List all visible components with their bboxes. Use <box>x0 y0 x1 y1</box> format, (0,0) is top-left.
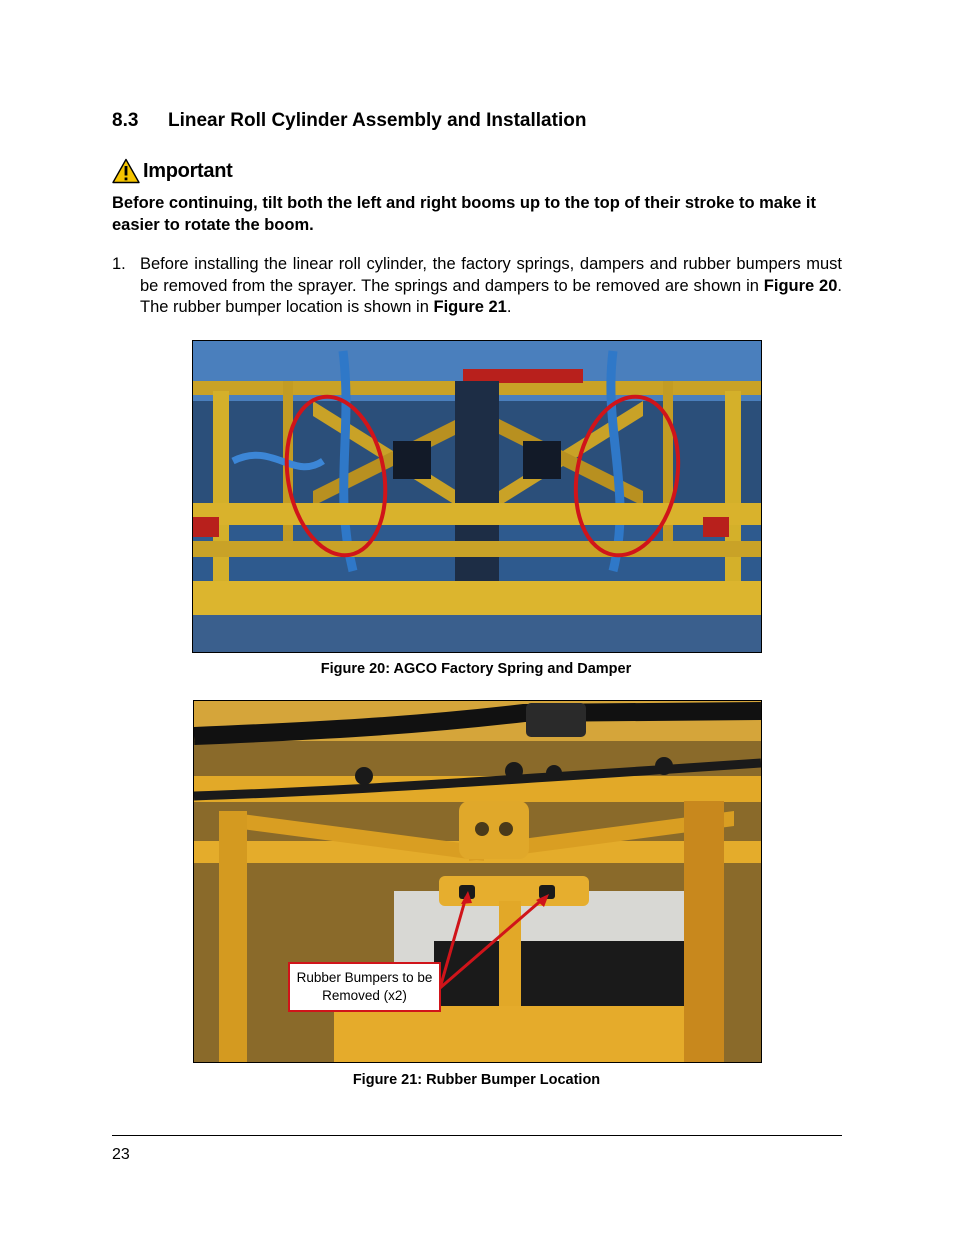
step-text <box>140 254 842 319</box>
figure-caption: Figure 21: Rubber Bumper Location <box>352 1072 601 1088</box>
figure-caption: Figure 20: AGCO Factory Spring and Damper <box>320 661 632 677</box>
step-text-part: . <box>506 298 512 316</box>
figure-20-photo <box>192 340 762 653</box>
page-number: 23 <box>112 1146 130 1163</box>
important-notice <box>112 157 233 185</box>
section-number: 8.3 <box>112 110 139 131</box>
callout-label: Rubber Bumpers to be Removed (x2) <box>288 962 441 1012</box>
warning-triangle-icon <box>112 158 140 184</box>
step-number: 1. <box>112 255 126 273</box>
important-text: Before continuing, tilt both the left and right booms up to the top of their stroke to make it easier to rotate the boom. <box>112 194 816 234</box>
step-text-part: . The rubber bumper location is shown in <box>140 276 843 316</box>
list-item <box>112 254 842 319</box>
figure-reference[interactable]: Figure 21 <box>433 298 507 316</box>
figure-reference[interactable]: Figure 20 <box>763 276 838 295</box>
footer-divider <box>112 1135 842 1136</box>
figure-21-photo <box>193 700 762 1063</box>
section-heading <box>112 110 586 132</box>
step-text-part: Before installing the linear roll cylinder, the factory springs, dampers and rubber bumpers must be removed from the sprayer. The springs and dampers to be removed are shown in <box>140 255 842 295</box>
section-title: Linear Roll Cylinder Assembly and Installation <box>168 110 587 131</box>
important-label: Important <box>143 159 233 182</box>
